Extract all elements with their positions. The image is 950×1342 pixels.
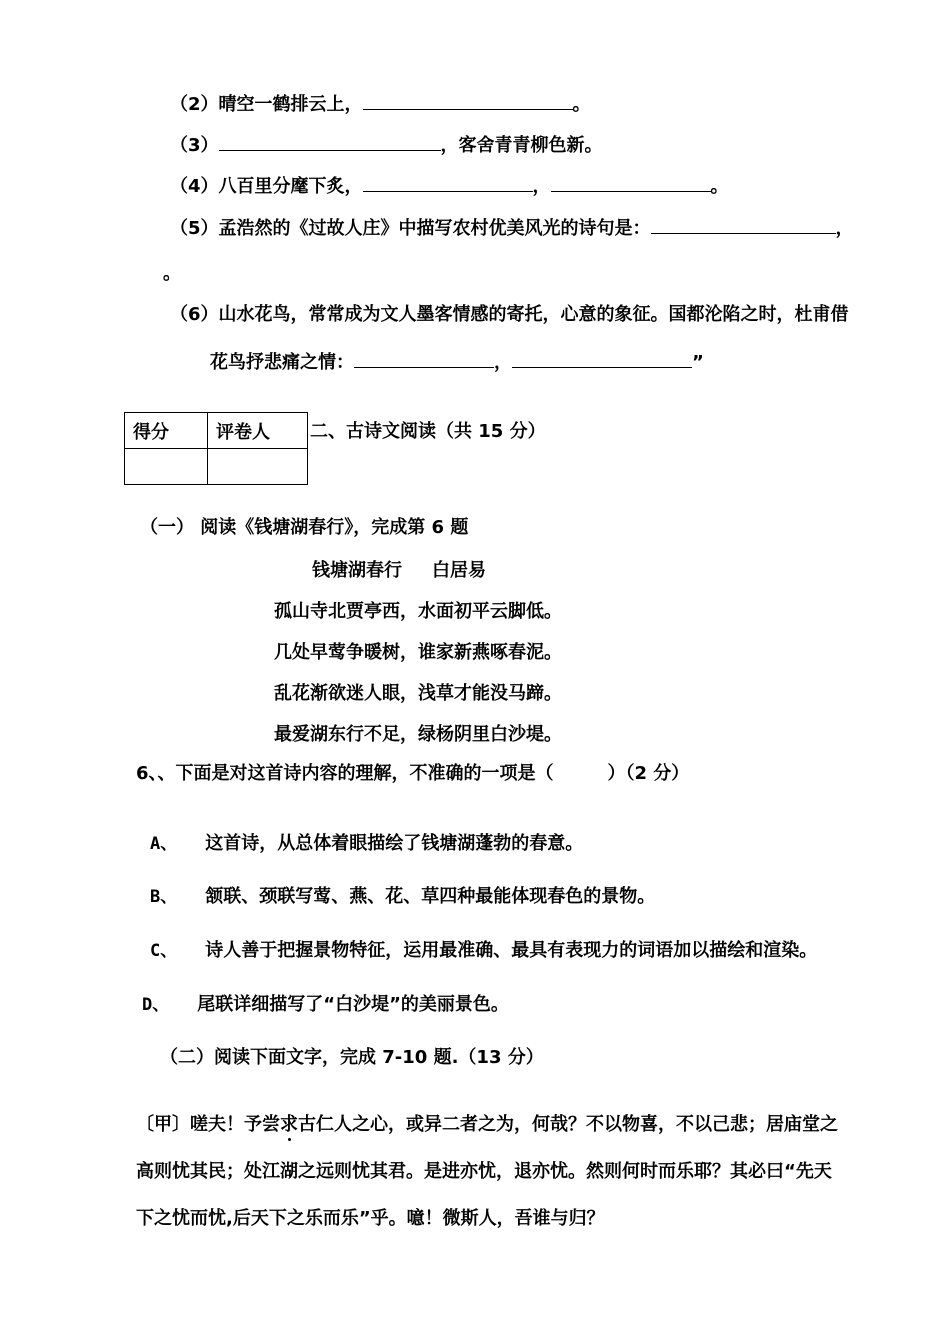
emphasis-dot-char: 求 — [280, 1114, 298, 1135]
section-2-title: 二、古诗文阅读（共 15 分） — [310, 421, 546, 442]
answer-blank[interactable] — [512, 350, 692, 368]
poem-line: 最爱湖东行不足，绿杨阴里白沙堤。 — [274, 724, 562, 745]
score-table — [124, 412, 308, 485]
question-6-text: （6）山水花鸟，常常成为文人墨客情感的寄托，心意的象征。国都沦陷之时，杜甫借 — [170, 304, 849, 325]
question-6-prompt: 花鸟抒悲痛之情： — [210, 352, 354, 373]
part-2-heading: （二）阅读下面文字，完成 7-10 题.（13 分） — [160, 1047, 544, 1068]
punctuation: 。 — [710, 176, 729, 197]
question-3-text: （3） — [170, 135, 219, 156]
question-5-text: （5）孟浩然的《过故人庄》中描写农村优美风光的诗句是： — [170, 218, 651, 239]
option-letter: A、 — [150, 834, 178, 854]
passage-text: 古仁人之心，或异二者之为，何哉？不以物喜，不以己悲；居庙堂之 — [298, 1114, 838, 1135]
option-b[interactable] — [150, 885, 655, 909]
option-text: 尾联详细描写了“白沙堤”的美丽景色。 — [197, 994, 509, 1015]
question-4-line — [170, 174, 729, 199]
poem-header — [312, 559, 486, 583]
question-3-ending: ，客舍青青柳色新。 — [440, 135, 603, 156]
punctuation: 。 — [163, 263, 181, 284]
answer-blank[interactable] — [651, 216, 836, 234]
poem-title: 钱塘湖春行 — [312, 560, 402, 581]
option-letter: C、 — [150, 941, 178, 961]
poem-author: 白居易 — [432, 560, 486, 581]
punctuation: ， — [835, 218, 854, 239]
option-text: 诗人善于把握景物特征，运用最准确、最具有表现力的词语加以描绘和渲染。 — [205, 940, 818, 961]
poem-line: 几处早莺争暖树，谁家新燕啄春泥。 — [274, 642, 562, 663]
question-6-stem: 6、、下面是对这首诗内容的理解，不准确的一项是（ ）（2 分） — [136, 763, 690, 784]
passage-line — [136, 1113, 838, 1137]
poem-line: 孤山寺北贾亭西，水面初平云脚低。 — [274, 601, 562, 622]
option-letter: D、 — [142, 995, 170, 1015]
poem-line: 乱花渐欲迷人眼，浅草才能没马蹄。 — [274, 683, 562, 704]
option-a[interactable] — [150, 832, 583, 856]
answer-blank[interactable] — [551, 174, 711, 192]
question-2-text: （2）晴空一鹤排云上， — [170, 94, 363, 115]
answer-blank[interactable] — [219, 133, 441, 151]
option-text: 颔联、颈联写莺、燕、花、草四种最能体现春色的景物。 — [205, 886, 656, 907]
question-4-text: （4）八百里分麾下炙， — [170, 176, 363, 197]
grader-cell[interactable] — [208, 449, 308, 485]
score-cell[interactable] — [125, 449, 208, 485]
punctuation: 。 — [572, 94, 591, 115]
question-3-line — [170, 133, 603, 158]
question-6-continuation — [210, 350, 704, 375]
option-text: 这首诗，从总体着眼描绘了钱塘湖蓬勃的春意。 — [205, 833, 584, 854]
answer-blank[interactable] — [354, 350, 494, 368]
passage-line: 高则忧其民；处江湖之远则忧其君。是进亦忧，退亦忧。然则何时而乐耶？其必曰“先天 — [136, 1161, 832, 1182]
option-d[interactable] — [142, 993, 509, 1017]
part-1-heading: （一） 阅读《钱塘湖春行》，完成第 6 题 — [140, 517, 469, 538]
answer-blank[interactable] — [363, 174, 533, 192]
punctuation: ” — [692, 352, 704, 373]
option-letter: B、 — [150, 887, 178, 907]
option-c[interactable] — [150, 939, 817, 963]
question-5-continuation — [163, 262, 181, 286]
grader-header: 评卷人 — [208, 413, 308, 449]
question-6-line — [170, 303, 849, 327]
passage-text: 〔甲〕嗟夫！予尝 — [136, 1114, 280, 1135]
punctuation: ， — [494, 352, 512, 373]
passage-line: 下之忧而忧,后天下之乐而乐”乎。噫！微斯人，吾谁与归？ — [136, 1208, 605, 1229]
score-header: 得分 — [125, 413, 208, 449]
question-2-line — [170, 92, 591, 117]
question-5-line — [170, 216, 854, 241]
answer-blank[interactable] — [363, 92, 573, 110]
punctuation: ， — [532, 176, 551, 197]
